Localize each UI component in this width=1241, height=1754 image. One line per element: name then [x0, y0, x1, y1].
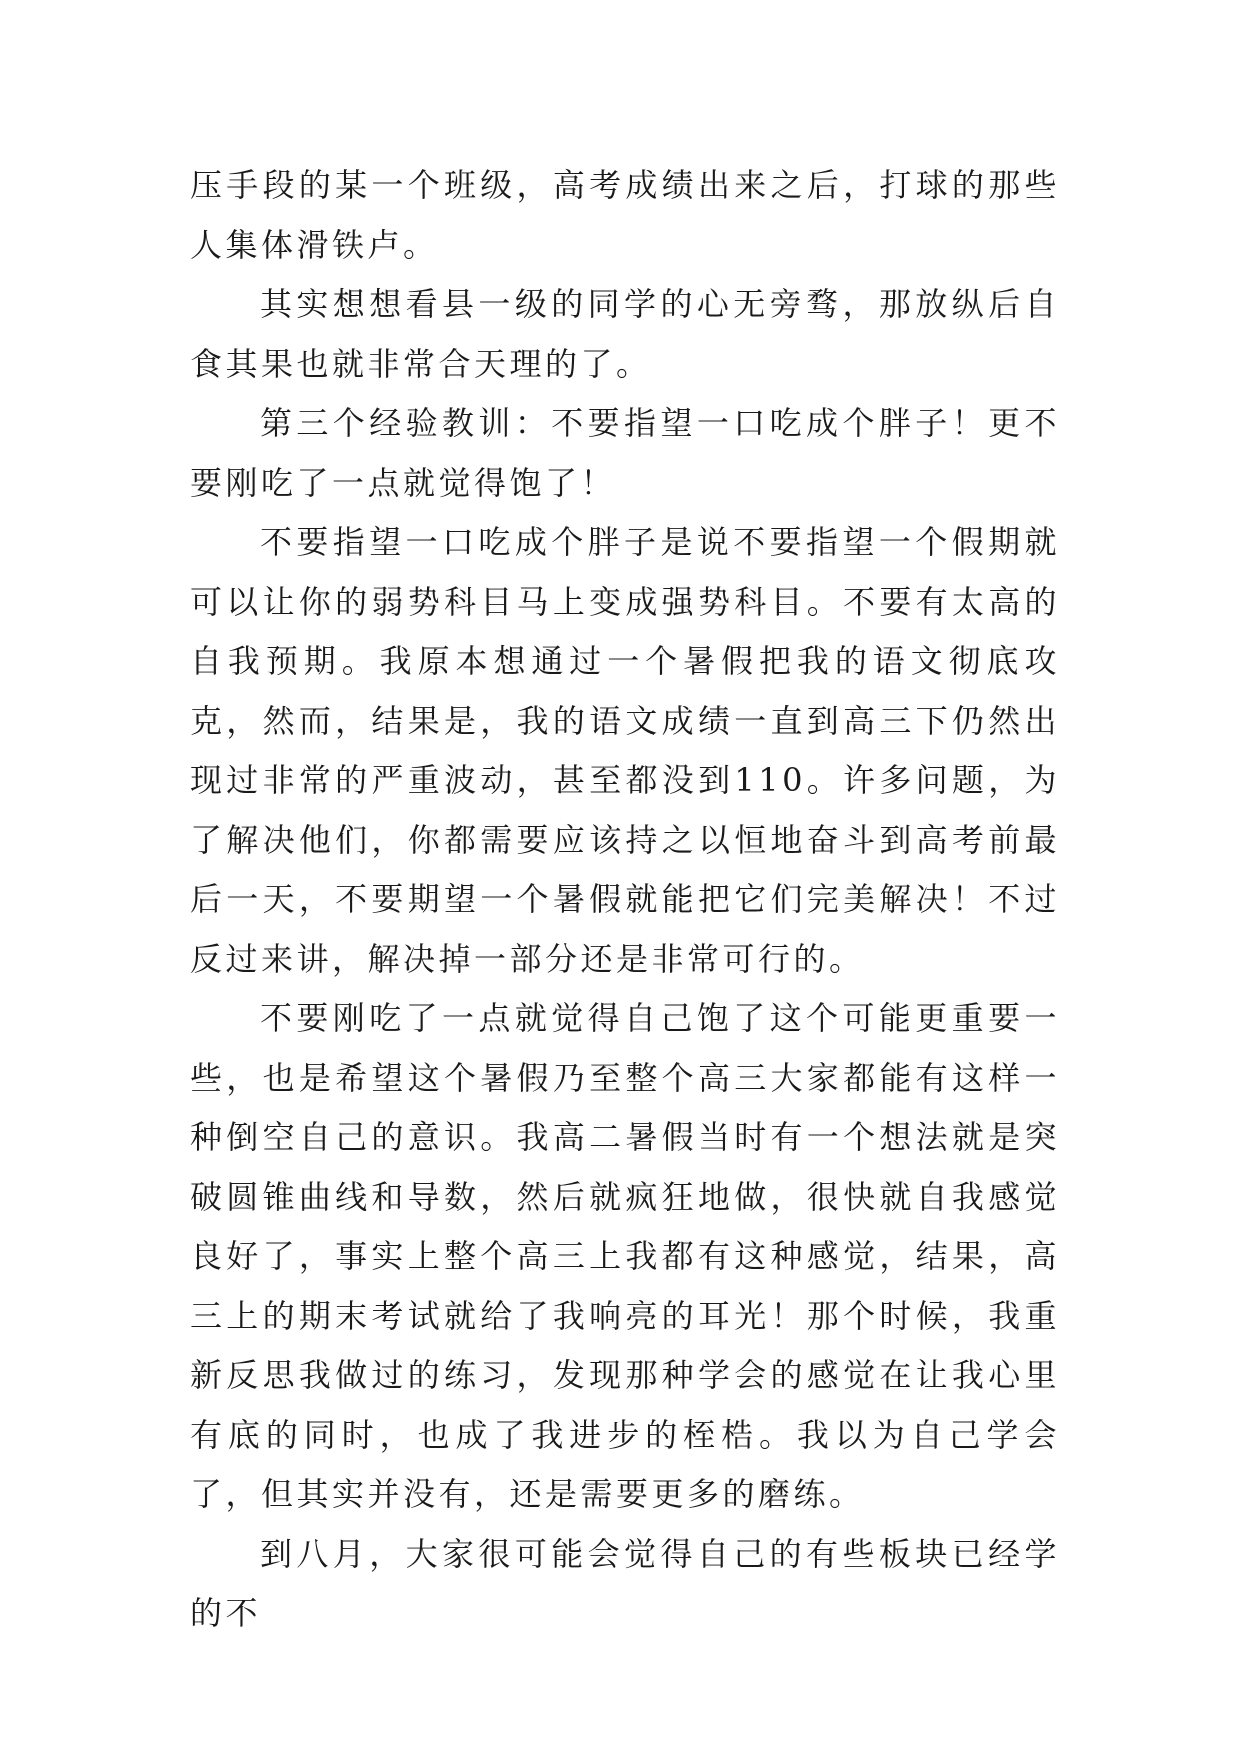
- paragraph-5: 不要刚吃了一点就觉得自己饱了这个可能更重要一些，也是希望这个暑假乃至整个高三大家都能有这样一种倒空自己的意识。我高二暑假当时有一个想法就是突破圆锥曲线和导数，然后就疯狂地做，很快就自我感觉良好了，事实上整个高三上我都有这种感觉，结果，高三上的期末考试就给了我响亮的耳光！那个时候，我重新反思我做过的练习，发现那种学会的感觉在让我心里有底的同时，也成了我进步的桎梏。我以为自己学会了，但其实并没有，还是需要更多的磨练。: [190, 999, 1060, 1513]
- paragraph-3: 第三个经验教训：不要指望一口吃成个胖子！更不要刚吃了一点就觉得饱了！: [190, 404, 1060, 502]
- paragraph-4: 不要指望一口吃成个胖子是说不要指望一个假期就可以让你的弱势科目马上变成强势科目。不要有太高的自我预期。我原本想通过一个暑假把我的语文彻底攻克，然而，结果是，我的语文成绩一直到高三下仍然出现过非常的严重波动，甚至都没到110。许多问题，为了解决他们，你都需要应该持之以恒地奋斗到高考前最后一天，不要期望一个暑假就能把它们完美解决！不过反过来讲，解决掉一部分还是非常可行的。: [190, 523, 1060, 978]
- document-body: [190, 156, 1060, 1644]
- paragraph-6: 到八月，大家很可能会觉得自己的有些板块已经学的不: [190, 1534, 1060, 1632]
- paragraph-1: 压手段的某一个班级，高考成绩出来之后，打球的那些人集体滑铁卢。: [190, 166, 1060, 264]
- paragraph-2: 其实想想看县一级的同学的心无旁骛，那放纵后自食其果也就非常合天理的了。: [190, 285, 1060, 383]
